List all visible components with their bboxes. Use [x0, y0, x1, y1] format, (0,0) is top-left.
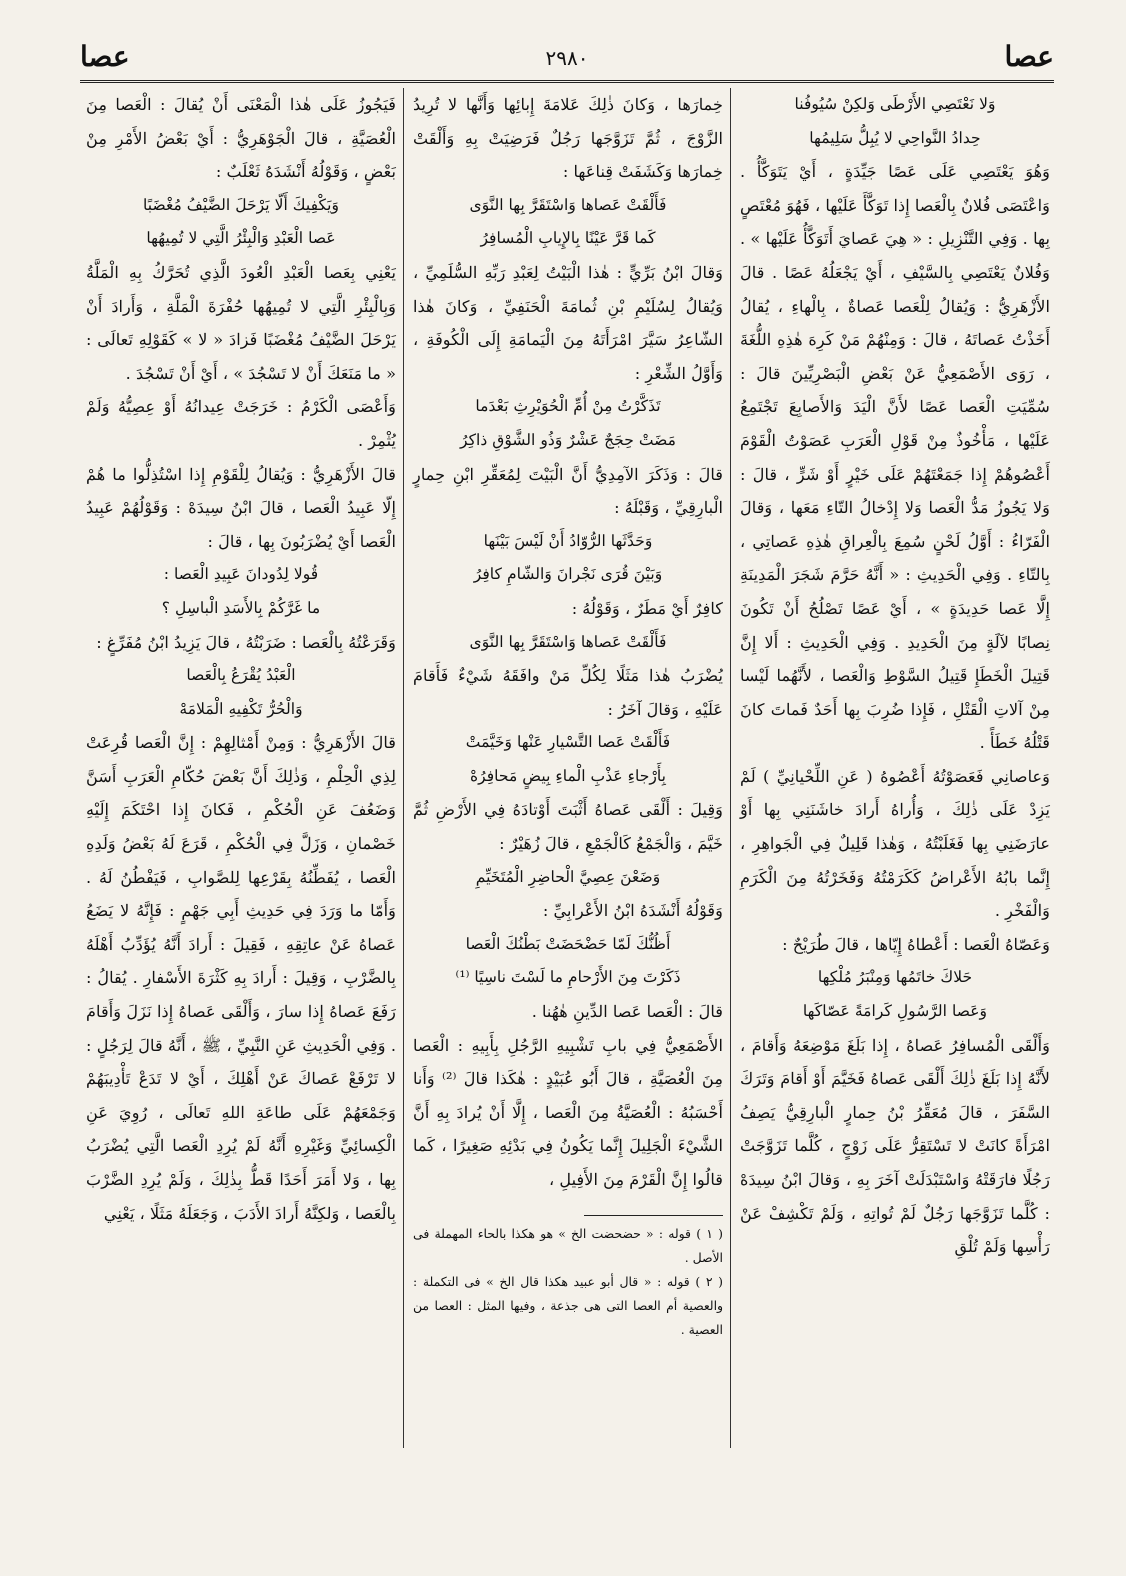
column-divider: [730, 88, 733, 1448]
column-left: [82, 88, 400, 1550]
column-right: [736, 88, 1054, 1550]
header-rule: [80, 80, 1054, 83]
verse-line: وَيَكْفِيكَ أَلّا يَرْحَلَ الضَّيْفُ مُغْضَبًا: [143, 195, 339, 214]
verse-line: تَذَكَّرْتُ مِنْ أُمِّ الْحُوَيْرِثِ بَعْدَما: [475, 397, 661, 416]
page-number: ٢٩٨٠: [545, 46, 589, 70]
entry-paragraph: الأَصْمَعِيُّ فِي بابِ تَشْبِيهِ الرَّجُلِ بِأَبِيهِ : الْعَصا مِنَ الْعُصَيَّةِ ، قالَ أَبُو عُبَيْدٍ : هٰكَذا قالَ ⁽²⁾ وَأَنا أَحْسَبُهُ : الْعُصَيَّةُ مِنَ الْعَصا ، إِلَّا أَنْ يُرادَ بِهِ أَنَّ الشَّيْءَ الْجَلِيلَ إِنَّما يَكُونُ فِي بَدْئِهِ صَغِيرًا ، كَما قالُوا إِنَّ الْقَرْمَ مِنَ الأَفِيلِ ،: [413, 1035, 724, 1189]
verse-line: وَضَعْنَ عِصِيَّ الْحاضِرِ الْمُتَخَيِّمِ: [475, 867, 661, 886]
verse-line: وَعَصا الرَّسُولِ كَرامَةً عَصّاكَها: [802, 1002, 988, 1021]
entry-paragraph: خِمارَها ، وَكانَ ذٰلِكَ عَلامَةَ إِبائِها وَأَنَّها لا تُرِيدُ الزَّوْجَ ، ثُمَّ تَزَوَّجَها رَجُلٌ فَرَضِيَتْ بِهِ وَأَلْقَتْ خِمارَها وَكَشَفَتْ قِناعَها :: [413, 95, 723, 182]
entry-paragraph: وَأَلْقَى الْمُسافِرُ عَصاهُ ، إِذا بَلَغَ مَوْضِعَهُ وَأَقامَ ، لأَنَّهُ إِذا بَلَغَ ذٰلِكَ أَلْقَى عَصاهُ فَخَيَّمَ أَوْ أَقامَ وَتَرَكَ السَّفَرَ ، قالَ مُعَقِّرُ بْنُ حِمارٍ الْبارِقِيُّ يَصِفُ امْرَأَةً كانَتْ لا تَسْتَقِرُّ عَلَى زَوْجٍ ، كُلَّما تَزَوَّجَتْ رَجُلًا فارَقَتْهُ وَاسْتَبْدَلَتْ آخَرَ بِهِ ، وَقالَ ابْنُ سِيدَهْ : كُلَّما تَزَوَّجَها رَجُلٌ لَمْ تُواتِهِ ، وَلَمْ تَكْشِفْ عَنْ رَأْسِها وَلَمْ تُلْقِ: [740, 1035, 1050, 1257]
verse-line: كَما قَرَّ عَيْنًا بِالإِيابِ الْمُسافِرُ: [480, 229, 656, 248]
entry-paragraph: يُضْرَبُ هٰذا مَثَلًا لِكُلِّ مَنْ وافَقَهُ شَيْءٌ فَأَقامَ عَلَيْهِ ، وَقالَ آخَرُ :: [413, 666, 723, 719]
verse-line: حِدادُ النَّواحِي لا يُبِلُّ سَلِيمُها: [809, 128, 981, 147]
footnote: ( ١ ) قوله : « حضحضت الخ » هو هكذا بالحاء المهملة فى الأصل .: [413, 1225, 723, 1265]
verse-line: حَلاكَ خاتَمُها وَمِنْبَرُ مُلْكِها: [817, 968, 973, 987]
entry-paragraph: قالَ : وَذَكَرَ الآمِدِيُّ أَنَّ الْبَيْتَ لِمُعَقِّرِ ابْنِ حِمارٍ الْبارِقِيِّ ، وَقَبْلَهُ :: [413, 464, 723, 518]
entry-paragraph: يَعْنِي بِعَصا الْعَبْدِ الْعُودَ الَّذِي تُحَرَّكُ بِهِ الْمَلَّةُ وَبِالْبِئْرِ الَّتِي لا تُمِيهُها حُفْرَةَ الْمَلَّةِ ، وَأَرادَ أَنْ يَرْحَلَ الضَّيْفُ مُغْضَبًا فَزادَ « لا » كَقَوْلِهِ تَعالَى : « ما مَنَعَكَ أَنْ لا تَسْجُدَ » ، أَيْ أَنْ تَسْجُدَ .: [86, 262, 396, 383]
entry-paragraph: وَقَرَعْتُهُ بِالْعَصا : ضَرَبْتُهُ ، قالَ يَزِيدُ ابْنُ مُفَرِّغٍ :: [96, 632, 396, 652]
entry-paragraph: قالَ : الْعَصا عَصا الدِّينِ هٰهُنا .: [531, 1002, 723, 1022]
verse-line: بِأَرْجاءِ عَذْبِ الْماءِ بِيضٍ مَحافِرُهْ: [469, 766, 667, 785]
verse-line: فَأَلْقَتْ عَصاها وَاسْتَقَرَّ بِها النَّوَى: [469, 195, 667, 214]
verse-line: ما غَرَّكُمْ بِالأَسَدِ الْباسِلِ ؟: [161, 598, 321, 617]
verse-line: عَصا الْعَبْدِ وَالْبِئْرُ الَّتِي لا تُمِيهُها: [146, 229, 336, 248]
entry-paragraph: وَعاصانِي فَعَصَوْتُهُ أَعْصُوهُ ( عَنِ اللِّحْيانِيِّ ) لَمْ يَزِدْ عَلَى ذٰلِكَ ، وَأُراهُ أَرادَ خاشَنَنِي بِها أَوْ عارَضَنِي بِها فَغَلَبْتُهُ ، وَهٰذا قَلِيلٌ فِي الْجَواهِرِ ، إِنَّما بابُهُ الأَعْراضُ كَكَرَمْتُهُ وَفَخَرْتُهُ مِنَ الْكَرَمِ وَالْفَخْرِ .: [740, 766, 1050, 921]
entry-paragraph: وَأَعْصَى الْكَرْمُ : خَرَجَتْ عِيدانُهُ أَوْ عِصِيُّهُ وَلَمْ يُثْمِرْ .: [86, 397, 396, 450]
entry-paragraph: وَقِيلَ : أَلْقَى عَصاهُ أَثْبَتَ أَوْتادَهُ فِي الأَرْضِ ثُمَّ خَيَّمَ ، وَالْجَمْعُ كَالْجَمْعِ ، قالَ زُهَيْرٌ :: [413, 800, 723, 854]
verse-line: وَبَيْنَ قُرَى نَجْرانَ وَالشّامِ كافِرُ: [473, 565, 663, 584]
entry-paragraph: كافِرٌ أَيْ مَطَرٌ ، وَقَوْلُهُ :: [571, 598, 723, 618]
verse-line: فَأَلْقَتْ عَصا التَّسْيارِ عَنْها وَخَيَّمَتْ: [465, 733, 671, 752]
column-middle: [409, 88, 727, 1550]
entry-paragraph: فَيَجُوزُ عَلَى هٰذا الْمَعْنَى أَنْ يُقالَ : الْعَصا مِنَ الْعُصَيَّةِ ، قالَ الْجَوْهَرِيُّ : أَيْ بَعْضُ الأَمْرِ مِنْ بَعْضٍ ، وَقَوْلُهُ أَنْشَدَهُ ثَعْلَبٌ :: [86, 95, 396, 182]
verse-line: ذَكَرْتَ مِنَ الأَرْحامِ ما لَسْتَ ناسِيًا ⁽¹⁾: [455, 968, 681, 987]
running-headword-right: عصا: [1004, 40, 1054, 73]
verse-line: وَحَدَّثَها الرُّوّادُ أَنْ لَيْسَ بَيْنَها: [483, 531, 653, 550]
entry-paragraph: وَعَصّاهُ الْعَصا : أَعْطاهُ إِيّاها ، قالَ طُرَيْحٌ :: [782, 934, 1050, 954]
dictionary-columns: [80, 88, 1054, 1550]
entry-paragraph: وَقالَ ابْنُ بَرِّيٍّ : هٰذا الْبَيْتُ لِعَبْدِ رَبِّهِ السُّلَمِيِّ ، وَيُقالُ لِسُلَيْمِ بْنِ ثُمامَةَ الْحَنَفِيِّ ، وَكانَ هٰذا الشّاعِرُ سَيَّرَ امْرَأَتَهُ مِنَ الْيَمامَةِ إِلَى الْكُوفَةِ ، وَأَوَّلُ الشِّعْرِ :: [413, 262, 723, 383]
entry-paragraph: وَهُوَ يَعْتَصِي عَلَى عَصًا جَيِّدَةٍ ، أَيْ يَتَوَكَّأُ . وَاعْتَصَى فُلانٌ بِالْعَصا إِذا تَوَكَّأَ عَلَيْها ، فَهُوَ مُعْتَصٍ بِها . وَفِي التَّنْزِيلِ : « هِيَ عَصايَ أَتَوَكَّأُ عَلَيْها » . وَفُلانٌ يَعْتَصِي بِالسَّيْفِ ، أَيْ يَجْعَلُهُ عَصًا . قالَ الأَزْهَرِيُّ : وَيُقالُ لِلْعَصا عَصاةٌ ، بِالْهاءِ ، يُقالُ أَخَذْتُ عَصاتَهُ ، قالَ : وَمِنْهُمْ مَنْ كَرِهَ هٰذِهِ اللُّغَةَ ، رَوَى الأَصْمَعِيُّ عَنْ بَعْضِ الْبَصْرِيِّينَ قالَ : سُمِّيَتِ الْعَصا عَصًا لأَنَّ الْيَدَ وَالأَصابِعَ تَجْتَمِعُ عَلَيْها ، مَأْخُوذٌ مِنْ قَوْلِ الْعَرَبِ عَصَوْتُ الْقَوْمَ أَعْصُوهُمْ إِذا جَمَعْتَهُمْ عَلَى خَيْرٍ أَوْ شَرٍّ ، قالَ : وَلا يَجُوزُ مَدُّ الْعَصا وَلا إِدْخالُ التّاءِ مَعَها ، وَقالَ الْفَرّاءُ : أَوَّلُ لَحْنٍ سُمِعَ بِالْعِراقِ هٰذِهِ عَصاتِي ، بِالتّاءِ . وَفِي الْحَدِيثِ : « أَنَّهُ حَرَّمَ شَجَرَ الْمَدِينَةِ إِلَّا عَصا حَدِيدَةٍ » ، أَيْ عَصًا تَصْلُحُ أَنْ تَكُونَ نِصابًا لآلَةٍ مِنَ الْحَدِيدِ . وَفِي الْحَدِيثِ : أَلا إِنَّ قَتِيلَ الْخَطَإِ قَتِيلُ السَّوْطِ وَالْعَصا ، لأَنَّهُما لَيْسا مِنْ آلاتِ الْقَتْلِ ، فَإِذا ضُرِبَ بِها أَحَدٌ فَماتَ كانَ قَتْلُهُ خَطَأً .: [740, 162, 1050, 753]
entry-paragraph: قالَ الأَزْهَرِيُّ : وَيُقالُ لِلْقَوْمِ إِذا اسْتُذِلُّوا ما هُمْ إِلّا عَبِيدُ الْعَصا ، قالَ ابْنُ سِيدَهْ : وَقَوْلُهُمْ عَبِيدُ الْعَصا أَيْ يُضْرَبُونَ بِها ، قالَ :: [86, 464, 396, 551]
column-divider: [403, 88, 406, 1448]
verse-line: قُولا لِدُودانَ عَبِيدِ الْعَصا :: [163, 565, 319, 584]
page-header: [80, 36, 1054, 80]
footnote: ( ٢ ) قوله : « قال أبو عبيد هكذا قال الخ » فى التكملة : والعصية أم العصا التى هى جذعة ، وفيها المثل : العصا من العصية .: [413, 1273, 723, 1337]
verse-line: وَالْحُرُّ تَكْفِيهِ الْمَلامَهْ: [179, 699, 303, 718]
entry-paragraph: قالَ الأَزْهَرِيُّ : وَمِنْ أَمْثالِهِمْ : إِنَّ الْعَصا قُرِعَتْ لِذِي الْحِلْمِ ، وَذٰلِكَ أَنَّ بَعْضَ حُكّامِ الْعَرَبِ أَسَنَّ وَضَعُفَ عَنِ الْحُكْمِ ، فَكانَ إِذا احْتَكَمَ إِلَيْهِ خَصْمانِ ، وَزَلَّ فِي الْحُكْمِ ، قَرَعَ لَهُ بَعْضُ وَلَدِهِ الْعَصا ، يُفَطِّنُهُ بِقَرْعِها لِلصَّوابِ ، فَيَفْطُنُ لَهُ . وَأَمّا ما وَرَدَ فِي حَدِيثِ أَبِي جَهْمٍ : فَإِنَّهُ لا يَضَعُ عَصاهُ عَنْ عاتِقِهِ ، فَقِيلَ : أَرادَ أَنَّهُ يُؤَدِّبُ أَهْلَهُ بِالضَّرْبِ ، وَقِيلَ : أَرادَ بِهِ كَثْرَةَ الأَسْفارِ . يُقالُ : رَفَعَ عَصاهُ إِذا سارَ ، وَأَلْقَى عَصاهُ إِذا نَزَلَ وَأَقامَ . وَفِي الْحَدِيثِ عَنِ النَّبِيِّ ، ﷺ ، أَنَّهُ قالَ لِرَجُلٍ : لا تَرْفَعْ عَصاكَ عَنْ أَهْلِكَ ، أَيْ لا تَدَعْ تَأْدِيبَهُمْ وَجَمْعَهُمْ عَلَى طاعَةِ اللهِ تَعالَى ، رُوِيَ عَنِ الْكِسائِيِّ وَغَيْرِهِ أَنَّهُ لَمْ يُرِدِ الْعَصا الَّتِي يُضْرَبُ بِها ، وَلا أَمَرَ أَحَدًا قَطُّ بِذٰلِكَ ، وَلَمْ يُرِدِ الضَّرْبَ بِالْعَصا ، وَلكِنَّهُ أَرادَ الأَدَبَ ، وَجَعَلَهُ مَثَلًا ، يَعْنِي: [86, 733, 396, 1223]
verse-line: مَضَتْ حِجَجٌ عَشْرٌ وَذُو الشَّوْقِ ذاكِرُ: [459, 430, 677, 449]
footnote-rule: [584, 1215, 724, 1216]
verse-line: فَأَلْقَتْ عَصاها وَاسْتَقَرَّ بِها النَّوَى: [469, 632, 667, 651]
running-headword-left: عصا: [80, 40, 130, 73]
verse-line: الْعَبْدُ يُقْرَعُ بِالْعَصا: [186, 666, 296, 685]
entry-paragraph: وَقَوْلُهُ أَنْشَدَهُ ابْنُ الأَعْرابِيِّ :: [542, 901, 723, 921]
verse-line: أَظُنُّكَ لَمّا حَضْحَضَتْ بَطْنُكَ الْعَصا: [465, 934, 671, 953]
verse-line: وَلا نَعْتَصِي الأَرْطَى وَلكِنْ سُيُوفُنا: [794, 95, 996, 113]
